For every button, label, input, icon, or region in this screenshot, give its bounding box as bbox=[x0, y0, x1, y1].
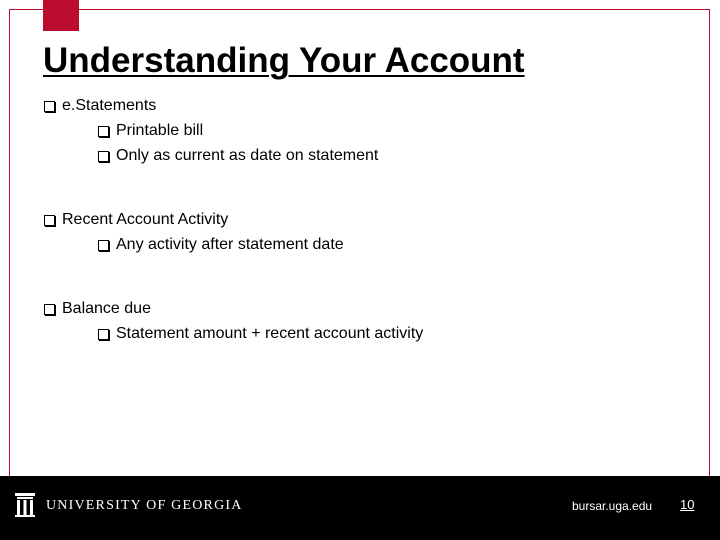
bullet-text: Printable bill bbox=[116, 122, 204, 139]
bullet-text: Only as current as date on statement bbox=[116, 147, 379, 164]
bullet-estatements bbox=[44, 96, 156, 116]
bullet-text: Balance due bbox=[62, 300, 151, 317]
bullet-text: Recent Account Activity bbox=[62, 211, 229, 228]
university-logo-text: UNIVERSITY OF GEORGIA bbox=[46, 498, 243, 513]
bullet-recent-activity bbox=[44, 210, 228, 230]
sub-bullet-printable-bill bbox=[98, 121, 203, 141]
checkbox-square-icon bbox=[44, 215, 55, 226]
website-link[interactable]: bursar.uga.edu bbox=[572, 499, 653, 513]
checkbox-square-icon bbox=[98, 240, 109, 251]
footer-bar bbox=[0, 476, 720, 540]
sub-bullet-statement-amount bbox=[98, 324, 423, 344]
sub-bullet-current-as-date bbox=[98, 146, 378, 166]
slide-title: Understanding Your Account bbox=[43, 41, 525, 80]
checkbox-square-icon bbox=[98, 329, 109, 340]
checkbox-square-icon bbox=[44, 101, 55, 112]
page-number: 10 bbox=[680, 497, 695, 512]
arch-icon bbox=[14, 492, 36, 518]
bullet-text: Statement amount + recent account activity bbox=[116, 325, 424, 342]
bullet-text: Any activity after statement date bbox=[116, 236, 344, 253]
bullet-text: e.Statements bbox=[62, 97, 157, 114]
bullet-balance-due bbox=[44, 299, 151, 319]
checkbox-square-icon bbox=[98, 151, 109, 162]
checkbox-square-icon bbox=[98, 126, 109, 137]
sub-bullet-activity-after-date bbox=[98, 235, 344, 255]
checkbox-square-icon bbox=[44, 304, 55, 315]
